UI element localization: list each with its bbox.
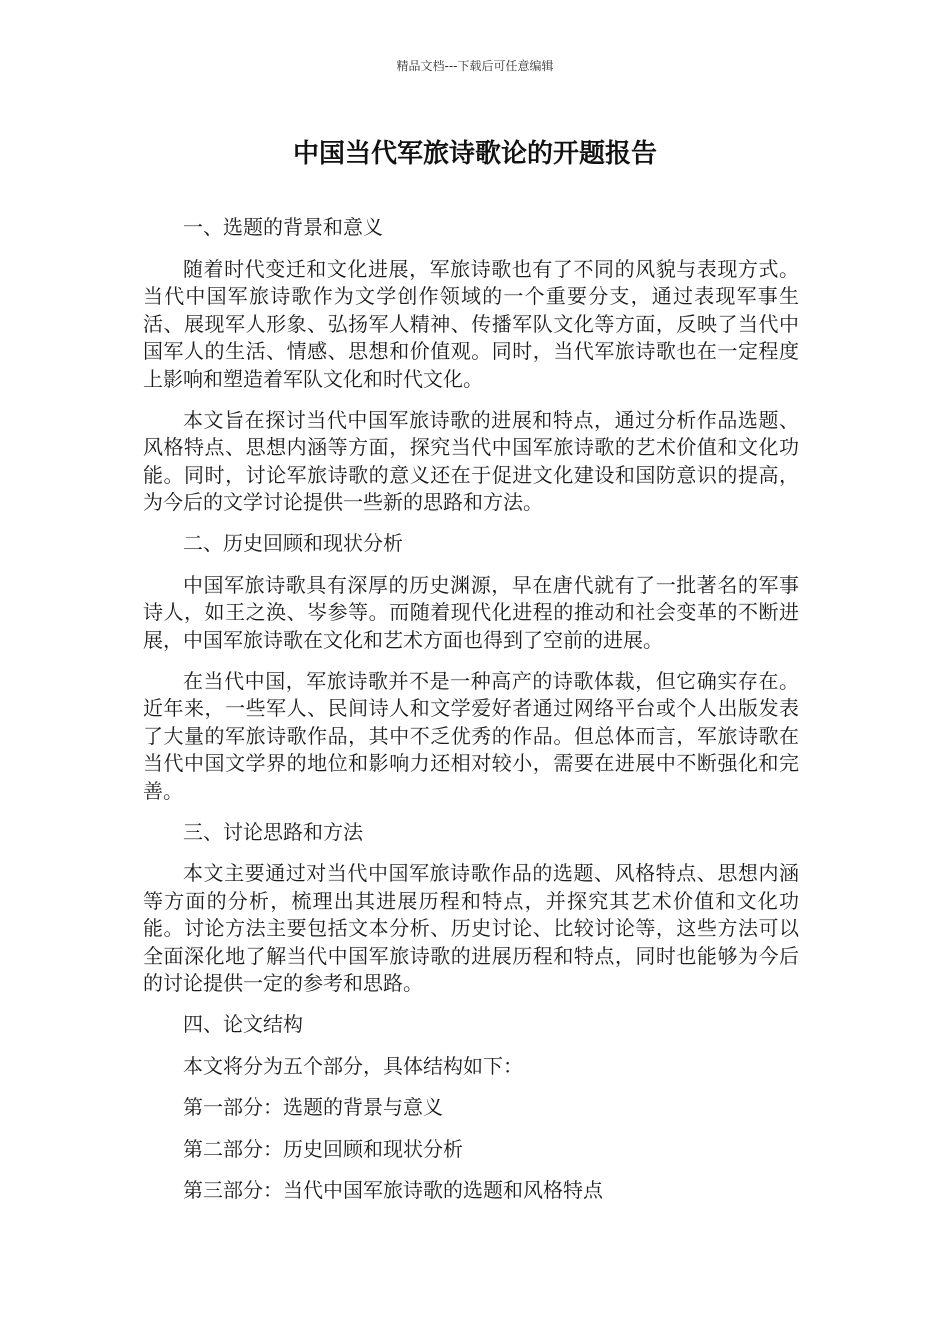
section-heading: 四、论文结构	[183, 1012, 303, 1036]
section-heading: 二、历史回顾和现状分析	[183, 531, 403, 555]
body-paragraph: 本文主要通过对当代中国军旅诗歌作品的选题、风格特点、思想内涵等方面的分析，梳理出其进展历程和特点，并探究其艺术价值和文化功能。讨论方法主要包括文本分析、历史讨论、比较讨论等，这些方法可以全面深化地了解当代中国军旅诗歌的进展历程和特点，同时也能够为今后的讨论提供一定的参考和思路。	[143, 861, 799, 995]
document-title: 中国当代军旅诗歌论的开题报告	[292, 139, 657, 169]
structure-item: 第二部分：历史回顾和现状分析	[183, 1136, 463, 1161]
section-heading: 一、选题的背景和意义	[183, 215, 383, 239]
body-paragraph: 中国军旅诗歌具有深厚的历史渊源，早在唐代就有了一批著名的军事诗人，如王之涣、岑参等。而随着现代化进程的推动和社会变革的不断进展，中国军旅诗歌在文化和艺术方面也得到了空前的进展。	[143, 572, 799, 652]
section-heading: 三、讨论思路和方法	[183, 819, 363, 844]
structure-item: 第一部分：选题的背景与意义	[183, 1095, 443, 1119]
structure-item: 第三部分：当代中国军旅诗歌的选题和风格特点	[183, 1178, 603, 1202]
body-paragraph: 本文旨在探讨当代中国军旅诗歌的进展和特点，通过分析作品选题、风格特点、思想内涵等方面，探究当代中国军旅诗歌的艺术价值和文化功能。同时，讨论军旅诗歌的意义还在于促进文化建设和国防意识的提高，为今后的文学讨论提供一些新的思路和方法。	[143, 407, 799, 514]
document-body	[143, 214, 799, 1219]
body-paragraph: 在当代中国，军旅诗歌并不是一种高产的诗歌体裁，但它确实存在。近年来，一些军人、民间诗人和文学爱好者通过网络平台或个人出版发表了大量的军旅诗歌作品，其中不乏优秀的作品。但总体而言，军旅诗歌在当代中国文学界的地位和影响力还相对较小，需要在进展中不断强化和完善。	[143, 668, 799, 803]
body-paragraph: 随着时代变迁和文化进展，军旅诗歌也有了不同的风貌与表现方式。当代中国军旅诗歌作为文学创作领域的一个重要分支，通过表现军事生活、展现军人形象、弘扬军人精神、传播军队文化等方面，反映了当代中国军人的生活、情感、思想和价值观。同时，当代军旅诗歌也在一定程度上影响和塑造着军队文化和时代文化。	[143, 256, 799, 391]
header-note: 精品文档---下载后可任意编辑	[396, 59, 554, 73]
body-paragraph: 本文将分为五个部分，具体结构如下：	[183, 1053, 523, 1078]
